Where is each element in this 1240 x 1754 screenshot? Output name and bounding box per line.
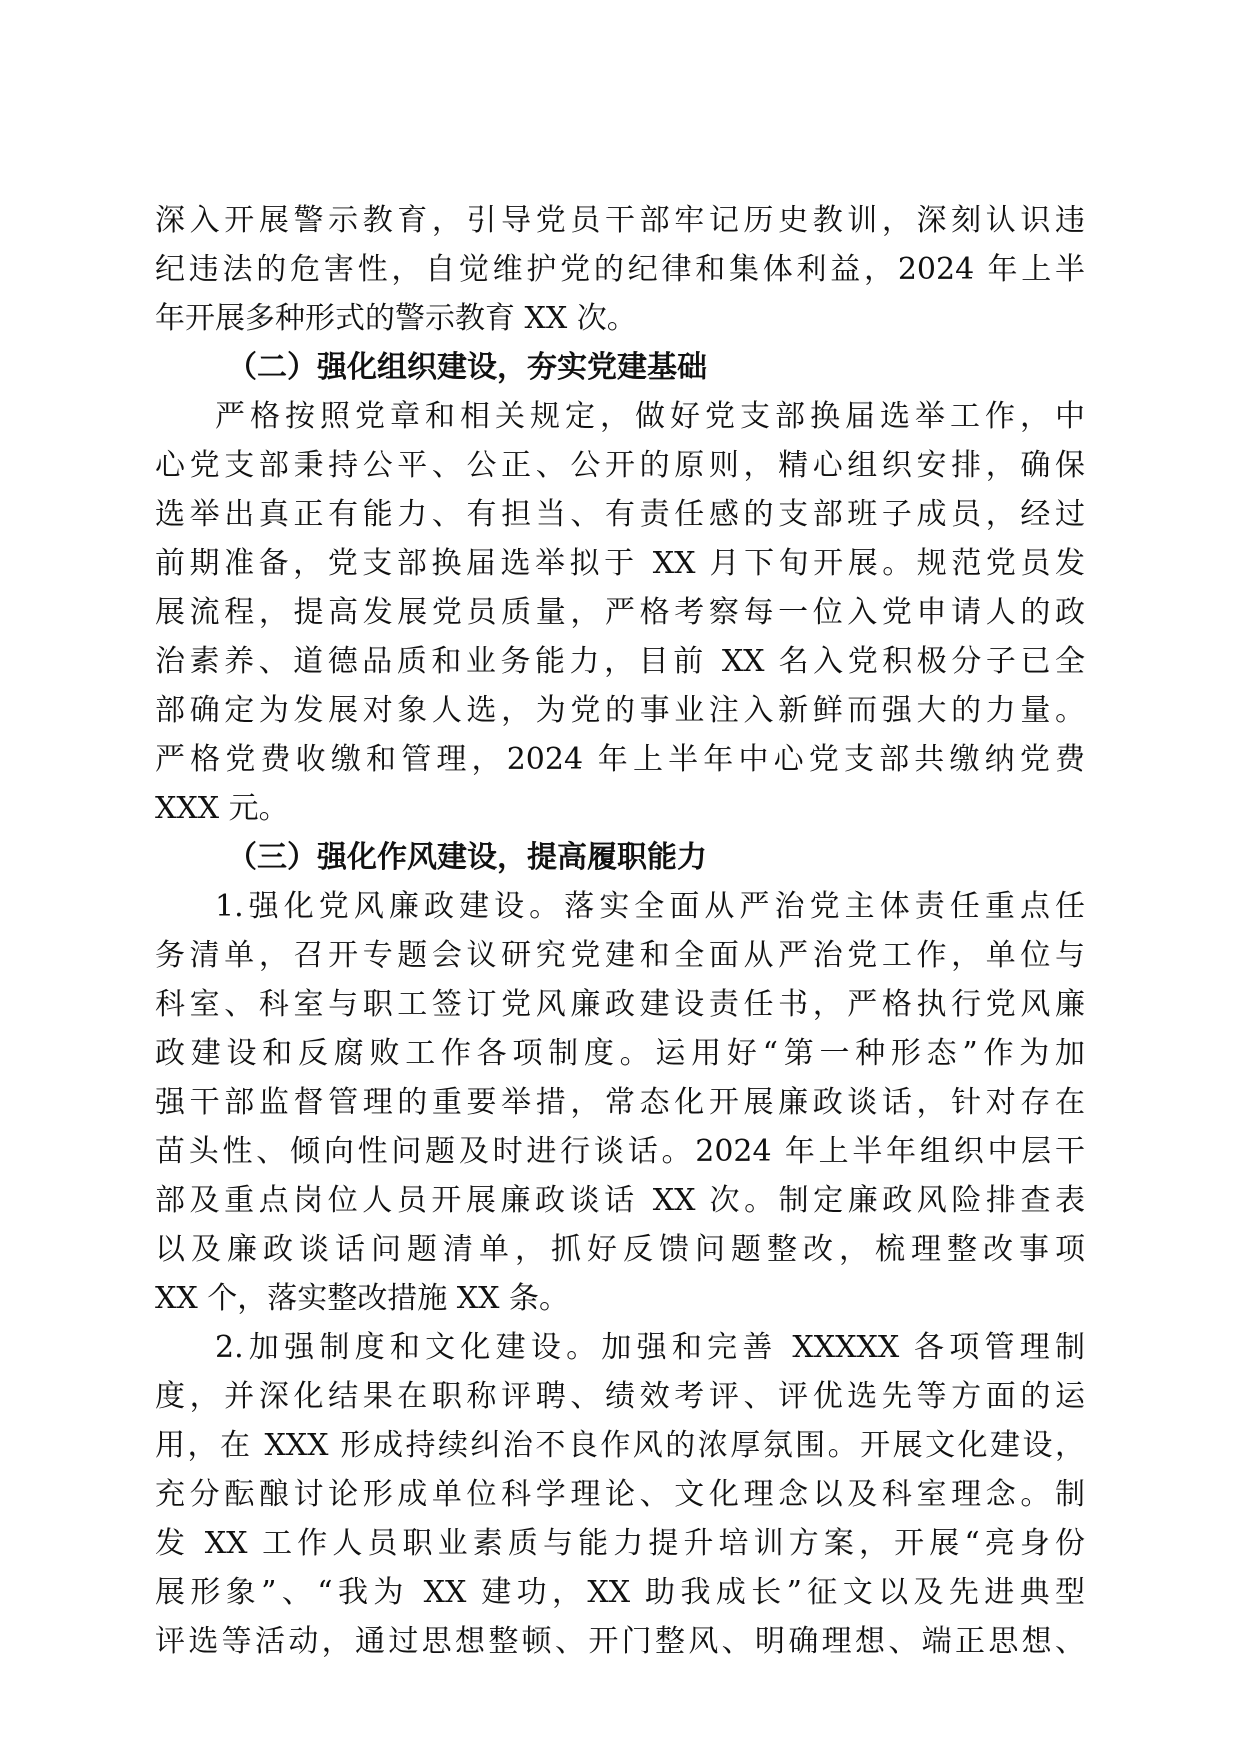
text-line: 充分酝酿讨论形成单位科学理论、文化理念以及科室理念。制 [155,1477,1085,1512]
text-line: 苗头性、倾向性问题及时进行谈话。2024 年上半年组织中层干 [155,1134,1085,1169]
text-line: 展形象”、“我为 XX 建功，XX 助我成长”征文以及先进典型 [155,1575,1085,1610]
text-line: 政建设和反腐败工作各项制度。运用好“第一种形态”作为加 [155,1036,1085,1071]
text-line: 严格按照党章和相关规定，做好党支部换届选举工作，中 [215,399,1085,434]
text-line: 纪违法的危害性，自觉维护党的纪律和集体利益，2024 年上半 [155,252,1085,287]
text-line: 1.强化党风廉政建设。落实全面从严治党主体责任重点任 [215,889,1085,924]
text-line: 严格党费收缴和管理，2024 年上半年中心党支部共缴纳党费 [155,742,1085,777]
document-body [155,196,1085,1666]
text-line: 选举出真正有能力、有担当、有责任感的支部班子成员，经过 [155,497,1085,532]
section-heading: （二）强化组织建设，夯实党建基础 [227,350,707,385]
text-line: 前期准备，党支部换届选举拟于 XX 月下旬开展。规范党员发 [155,546,1085,581]
text-line: 以及廉政谈话问题清单，抓好反馈问题整改，梳理整改事项 [155,1232,1085,1267]
text-line: 心党支部秉持公平、公正、公开的原则，精心组织安排，确保 [155,448,1085,483]
text-line: 治素养、道德品质和业务能力，目前 XX 名入党积极分子已全 [155,644,1085,679]
text-line: 科室、科室与职工签订党风廉政建设责任书，严格执行党风廉 [155,987,1085,1022]
text-line: XXX 元。 [155,791,289,826]
text-line: 部及重点岗位人员开展廉政谈话 XX 次。制定廉政风险排查表 [155,1183,1085,1218]
section-heading: （三）强化作风建设，提高履职能力 [227,840,707,875]
text-line: 展流程，提高发展党员质量，严格考察每一位入党申请人的政 [155,595,1085,630]
text-line: 发 XX 工作人员职业素质与能力提升培训方案，开展“亮身份 [155,1526,1085,1561]
text-line: 用，在 XXX 形成持续纠治不良作风的浓厚氛围。开展文化建设， [155,1428,1085,1463]
text-line: 年开展多种形式的警示教育 XX 次。 [155,301,637,336]
text-line: 2.加强制度和文化建设。加强和完善 XXXXX 各项管理制 [215,1330,1085,1365]
text-line: 强干部监督管理的重要举措，常态化开展廉政谈话，针对存在 [155,1085,1085,1120]
text-line: 度，并深化结果在职称评聘、绩效考评、评优选先等方面的运 [155,1379,1085,1414]
text-line: 部确定为发展对象人选，为党的事业注入新鲜而强大的力量。 [155,693,1085,728]
text-line: 深入开展警示教育，引导党员干部牢记历史教训，深刻认识违 [155,203,1085,238]
text-line: XX 个，落实整改措施 XX 条。 [155,1281,570,1316]
text-line: 务清单，召开专题会议研究党建和全面从严治党工作，单位与 [155,938,1085,973]
text-line: 评选等活动，通过思想整顿、开门整风、明确理想、端正思想、 [155,1624,1085,1659]
